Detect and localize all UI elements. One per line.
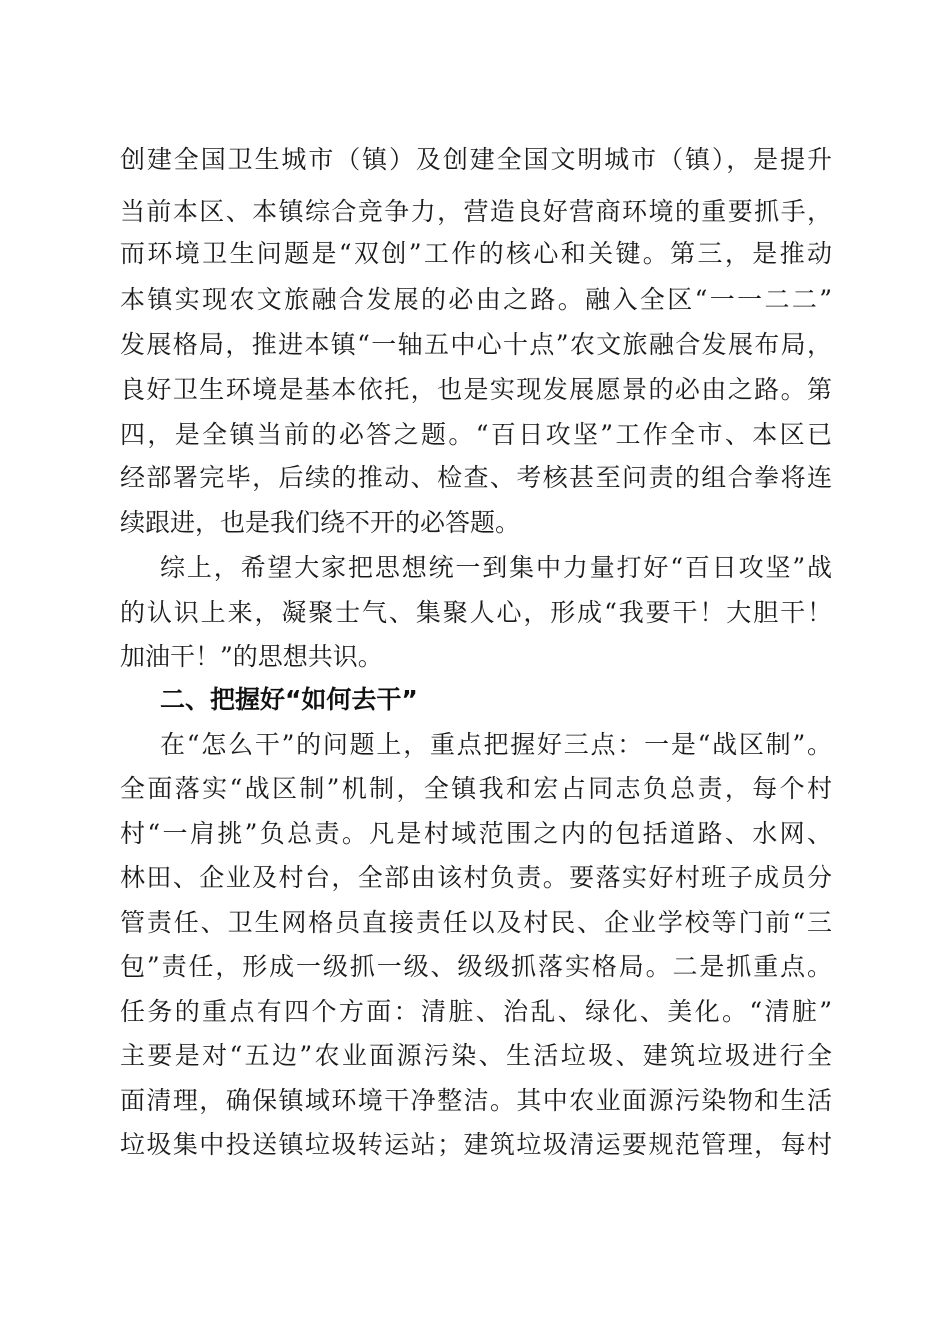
paragraph-line: 综上，希望大家把思想统一到集中力量打好“百日攻坚”战 [160, 553, 832, 582]
paragraph-line: 的认识上来，凝聚士气、集聚人心，形成“我要干！大胆干！ [120, 598, 832, 627]
paragraph-line: 包”责任，形成一级抓一级、级级抓落实格局。二是抓重点。 [120, 952, 832, 981]
paragraph-line: 本镇实现农文旅融合发展的必由之路。融入全区“一一二二” [120, 285, 832, 314]
paragraph-line: 经部署完毕，后续的推动、检查、考核甚至问责的组合拳将连 [120, 463, 832, 492]
paragraph-line: 良好卫生环境是基本依托，也是实现发展愿景的必由之路。第 [120, 375, 832, 404]
paragraph-line: 全面落实“战区制”机制，全镇我和宏占同志负总责，每个村 [120, 774, 832, 803]
paragraph-line: 续跟进，也是我们绕不开的必答题。 [120, 508, 521, 537]
paragraph-line: 而环境卫生问题是“双创”工作的核心和关键。第三，是推动 [120, 239, 832, 268]
paragraph-line: 主要是对“五边”农业面源污染、生活垃圾、建筑垃圾进行全 [120, 1041, 832, 1070]
paragraph-line: 村“一肩挑”负总责。凡是村域范围之内的包括道路、水网、 [120, 819, 832, 848]
paragraph-line: 创建全国卫生城市（镇）及创建全国文明城市（镇），是提升 [120, 145, 832, 174]
paragraph-line: 发展格局，推进本镇“一轴五中心十点”农文旅融合发展布局， [120, 330, 832, 359]
paragraph-line: 面清理，确保镇域环境干净整洁。其中农业面源污染物和生活 [120, 1086, 832, 1115]
paragraph-line: 林田、企业及村台，全部由该村负责。要落实好村班子成员分 [120, 863, 832, 892]
paragraph-line: 在“怎么干”的问题上，重点把握好三点：一是“战区制”。 [160, 730, 832, 759]
paragraph-line: 加油干！”的思想共识。 [120, 642, 383, 671]
paragraph-line: 任务的重点有四个方面：清脏、治乱、绿化、美化。“清脏” [120, 997, 832, 1026]
paragraph-line: 当前本区、本镇综合竞争力，营造良好营商环境的重要抓手， [120, 197, 832, 226]
section-heading: 二、把握好“如何去干” [160, 685, 418, 714]
paragraph-line: 垃圾集中投送镇垃圾转运站；建筑垃圾清运要规范管理，每村 [120, 1130, 832, 1159]
paragraph-line: 四，是全镇当前的必答之题。“百日攻坚”工作全市、本区已 [120, 420, 832, 449]
paragraph-line: 管责任、卫生网格员直接责任以及村民、企业学校等门前“三 [120, 908, 832, 937]
